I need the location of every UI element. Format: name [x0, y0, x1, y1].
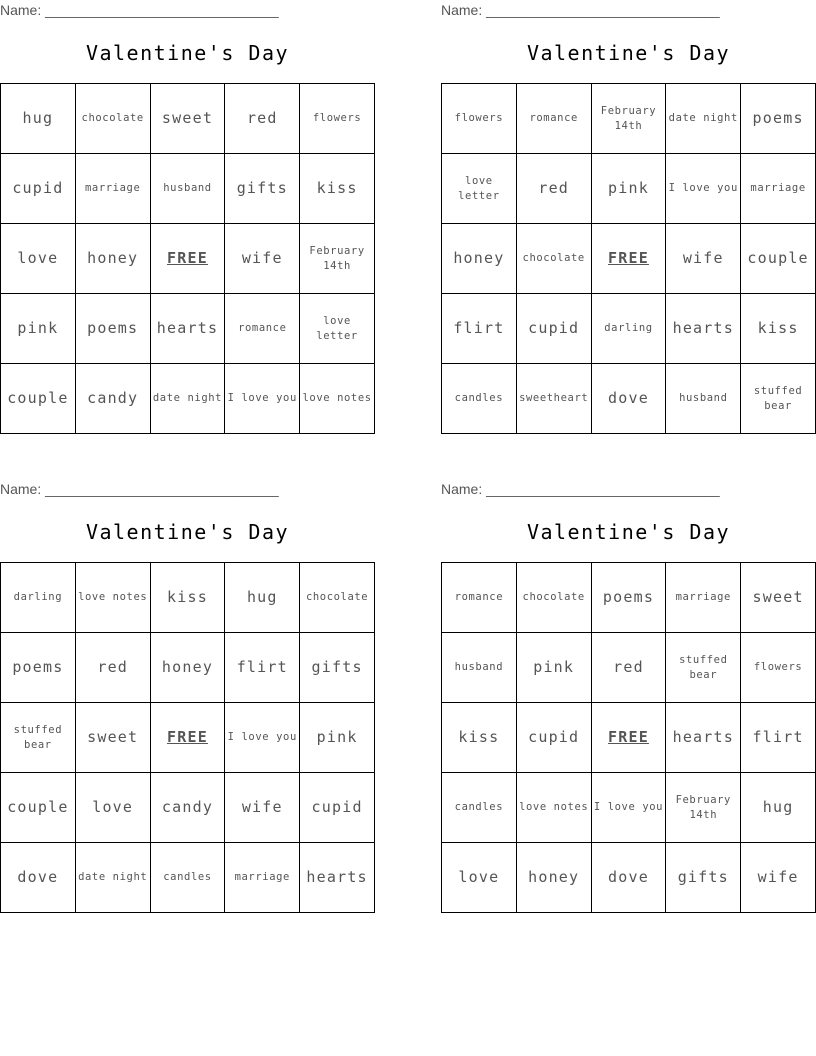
bingo-cell: candy: [151, 773, 226, 843]
bingo-cell: romance: [225, 294, 300, 364]
bingo-cell: hearts: [666, 703, 741, 773]
bingo-cell: candles: [151, 843, 226, 913]
bingo-cell: love: [76, 773, 151, 843]
bingo-cell: husband: [151, 154, 226, 224]
bingo-cell: gifts: [666, 843, 741, 913]
bingo-cell: hug: [1, 84, 76, 154]
bingo-cell: pink: [517, 633, 592, 703]
bingo-cell: kiss: [300, 154, 375, 224]
bingo-cell: marriage: [225, 843, 300, 913]
bingo-cell: marriage: [741, 154, 816, 224]
bingo-cell: date night: [151, 364, 226, 434]
bingo-grid: [0, 562, 375, 913]
bingo-cell: poems: [741, 84, 816, 154]
bingo-cell: kiss: [741, 294, 816, 364]
bingo-card-1: [0, 0, 375, 434]
bingo-cell: darling: [1, 563, 76, 633]
bingo-cell: sweetheart: [517, 364, 592, 434]
bingo-cell: husband: [442, 633, 517, 703]
bingo-cell: flowers: [741, 633, 816, 703]
bingo-cell: I love you: [225, 703, 300, 773]
bingo-cell: stuffed bear: [741, 364, 816, 434]
bingo-cell: honey: [517, 843, 592, 913]
bingo-cell: I love you: [592, 773, 667, 843]
bingo-cell: red: [225, 84, 300, 154]
bingo-cell: February 14th: [592, 84, 667, 154]
bingo-cell: poems: [1, 633, 76, 703]
bingo-cell: dove: [592, 364, 667, 434]
bingo-cell: cupid: [300, 773, 375, 843]
bingo-cell: chocolate: [517, 563, 592, 633]
bingo-card-4: [441, 479, 816, 913]
bingo-card-3: [0, 479, 375, 913]
bingo-cell: darling: [592, 294, 667, 364]
bingo-cell: hug: [225, 563, 300, 633]
bingo-cell: poems: [592, 563, 667, 633]
bingo-cell: love: [1, 224, 76, 294]
bingo-cell: date night: [666, 84, 741, 154]
bingo-cell: poems: [76, 294, 151, 364]
bingo-cell: dove: [1, 843, 76, 913]
bingo-cell: honey: [442, 224, 517, 294]
bingo-cell: hearts: [151, 294, 226, 364]
bingo-cell: wife: [225, 224, 300, 294]
card-title: Valentine's Day: [526, 520, 731, 544]
bingo-cell: I love you: [666, 154, 741, 224]
name-field[interactable]: Name: ______________________________: [0, 2, 279, 18]
bingo-cell: red: [592, 633, 667, 703]
bingo-cell: dove: [592, 843, 667, 913]
bingo-cell: love: [442, 843, 517, 913]
bingo-cell: couple: [1, 364, 76, 434]
bingo-cell: love notes: [76, 563, 151, 633]
bingo-cell: couple: [1, 773, 76, 843]
free-space-cell: FREE: [592, 703, 667, 773]
bingo-cell: hearts: [300, 843, 375, 913]
bingo-cell: honey: [76, 224, 151, 294]
bingo-cell: cupid: [517, 703, 592, 773]
bingo-cell: love letter: [442, 154, 517, 224]
bingo-cell: red: [517, 154, 592, 224]
name-field[interactable]: Name: ______________________________: [0, 481, 279, 497]
bingo-cell: hearts: [666, 294, 741, 364]
bingo-cell: marriage: [76, 154, 151, 224]
bingo-cell: pink: [1, 294, 76, 364]
bingo-cell: red: [76, 633, 151, 703]
bingo-cell: flowers: [442, 84, 517, 154]
bingo-cell: kiss: [442, 703, 517, 773]
bingo-cell: flirt: [225, 633, 300, 703]
bingo-cell: flirt: [741, 703, 816, 773]
bingo-cell: chocolate: [76, 84, 151, 154]
bingo-cell: candy: [76, 364, 151, 434]
bingo-cell: love notes: [517, 773, 592, 843]
bingo-grid: [441, 562, 816, 913]
name-field[interactable]: Name: ______________________________: [441, 481, 720, 497]
bingo-cell: stuffed bear: [1, 703, 76, 773]
bingo-cell: wife: [666, 224, 741, 294]
bingo-cell: gifts: [225, 154, 300, 224]
bingo-cell: pink: [300, 703, 375, 773]
card-title: Valentine's Day: [526, 41, 731, 65]
bingo-cell: I love you: [225, 364, 300, 434]
bingo-cell: sweet: [741, 563, 816, 633]
bingo-cell: February 14th: [666, 773, 741, 843]
bingo-cell: gifts: [300, 633, 375, 703]
free-space-cell: FREE: [151, 224, 226, 294]
bingo-cell: romance: [517, 84, 592, 154]
bingo-cell: wife: [225, 773, 300, 843]
bingo-cell: hug: [741, 773, 816, 843]
bingo-cell: cupid: [517, 294, 592, 364]
bingo-cell: candles: [442, 364, 517, 434]
bingo-cell: husband: [666, 364, 741, 434]
bingo-grid: [441, 83, 816, 434]
bingo-cell: marriage: [666, 563, 741, 633]
bingo-cell: flirt: [442, 294, 517, 364]
free-space-cell: FREE: [151, 703, 226, 773]
bingo-cell: kiss: [151, 563, 226, 633]
bingo-grid: [0, 83, 375, 434]
bingo-cell: love notes: [300, 364, 375, 434]
bingo-cell: wife: [741, 843, 816, 913]
bingo-cell: love letter: [300, 294, 375, 364]
name-field[interactable]: Name: ______________________________: [441, 2, 720, 18]
bingo-cell: candles: [442, 773, 517, 843]
bingo-cell: stuffed bear: [666, 633, 741, 703]
bingo-cell: honey: [151, 633, 226, 703]
bingo-card-2: [441, 0, 816, 434]
bingo-cell: sweet: [76, 703, 151, 773]
bingo-cell: romance: [442, 563, 517, 633]
bingo-cell: flowers: [300, 84, 375, 154]
bingo-cell: date night: [76, 843, 151, 913]
free-space-cell: FREE: [592, 224, 667, 294]
bingo-cell: chocolate: [517, 224, 592, 294]
bingo-cell: sweet: [151, 84, 226, 154]
bingo-cell: pink: [592, 154, 667, 224]
card-title: Valentine's Day: [85, 520, 290, 544]
bingo-cell: chocolate: [300, 563, 375, 633]
bingo-cell: cupid: [1, 154, 76, 224]
card-title: Valentine's Day: [85, 41, 290, 65]
bingo-cell: couple: [741, 224, 816, 294]
bingo-cell: February 14th: [300, 224, 375, 294]
